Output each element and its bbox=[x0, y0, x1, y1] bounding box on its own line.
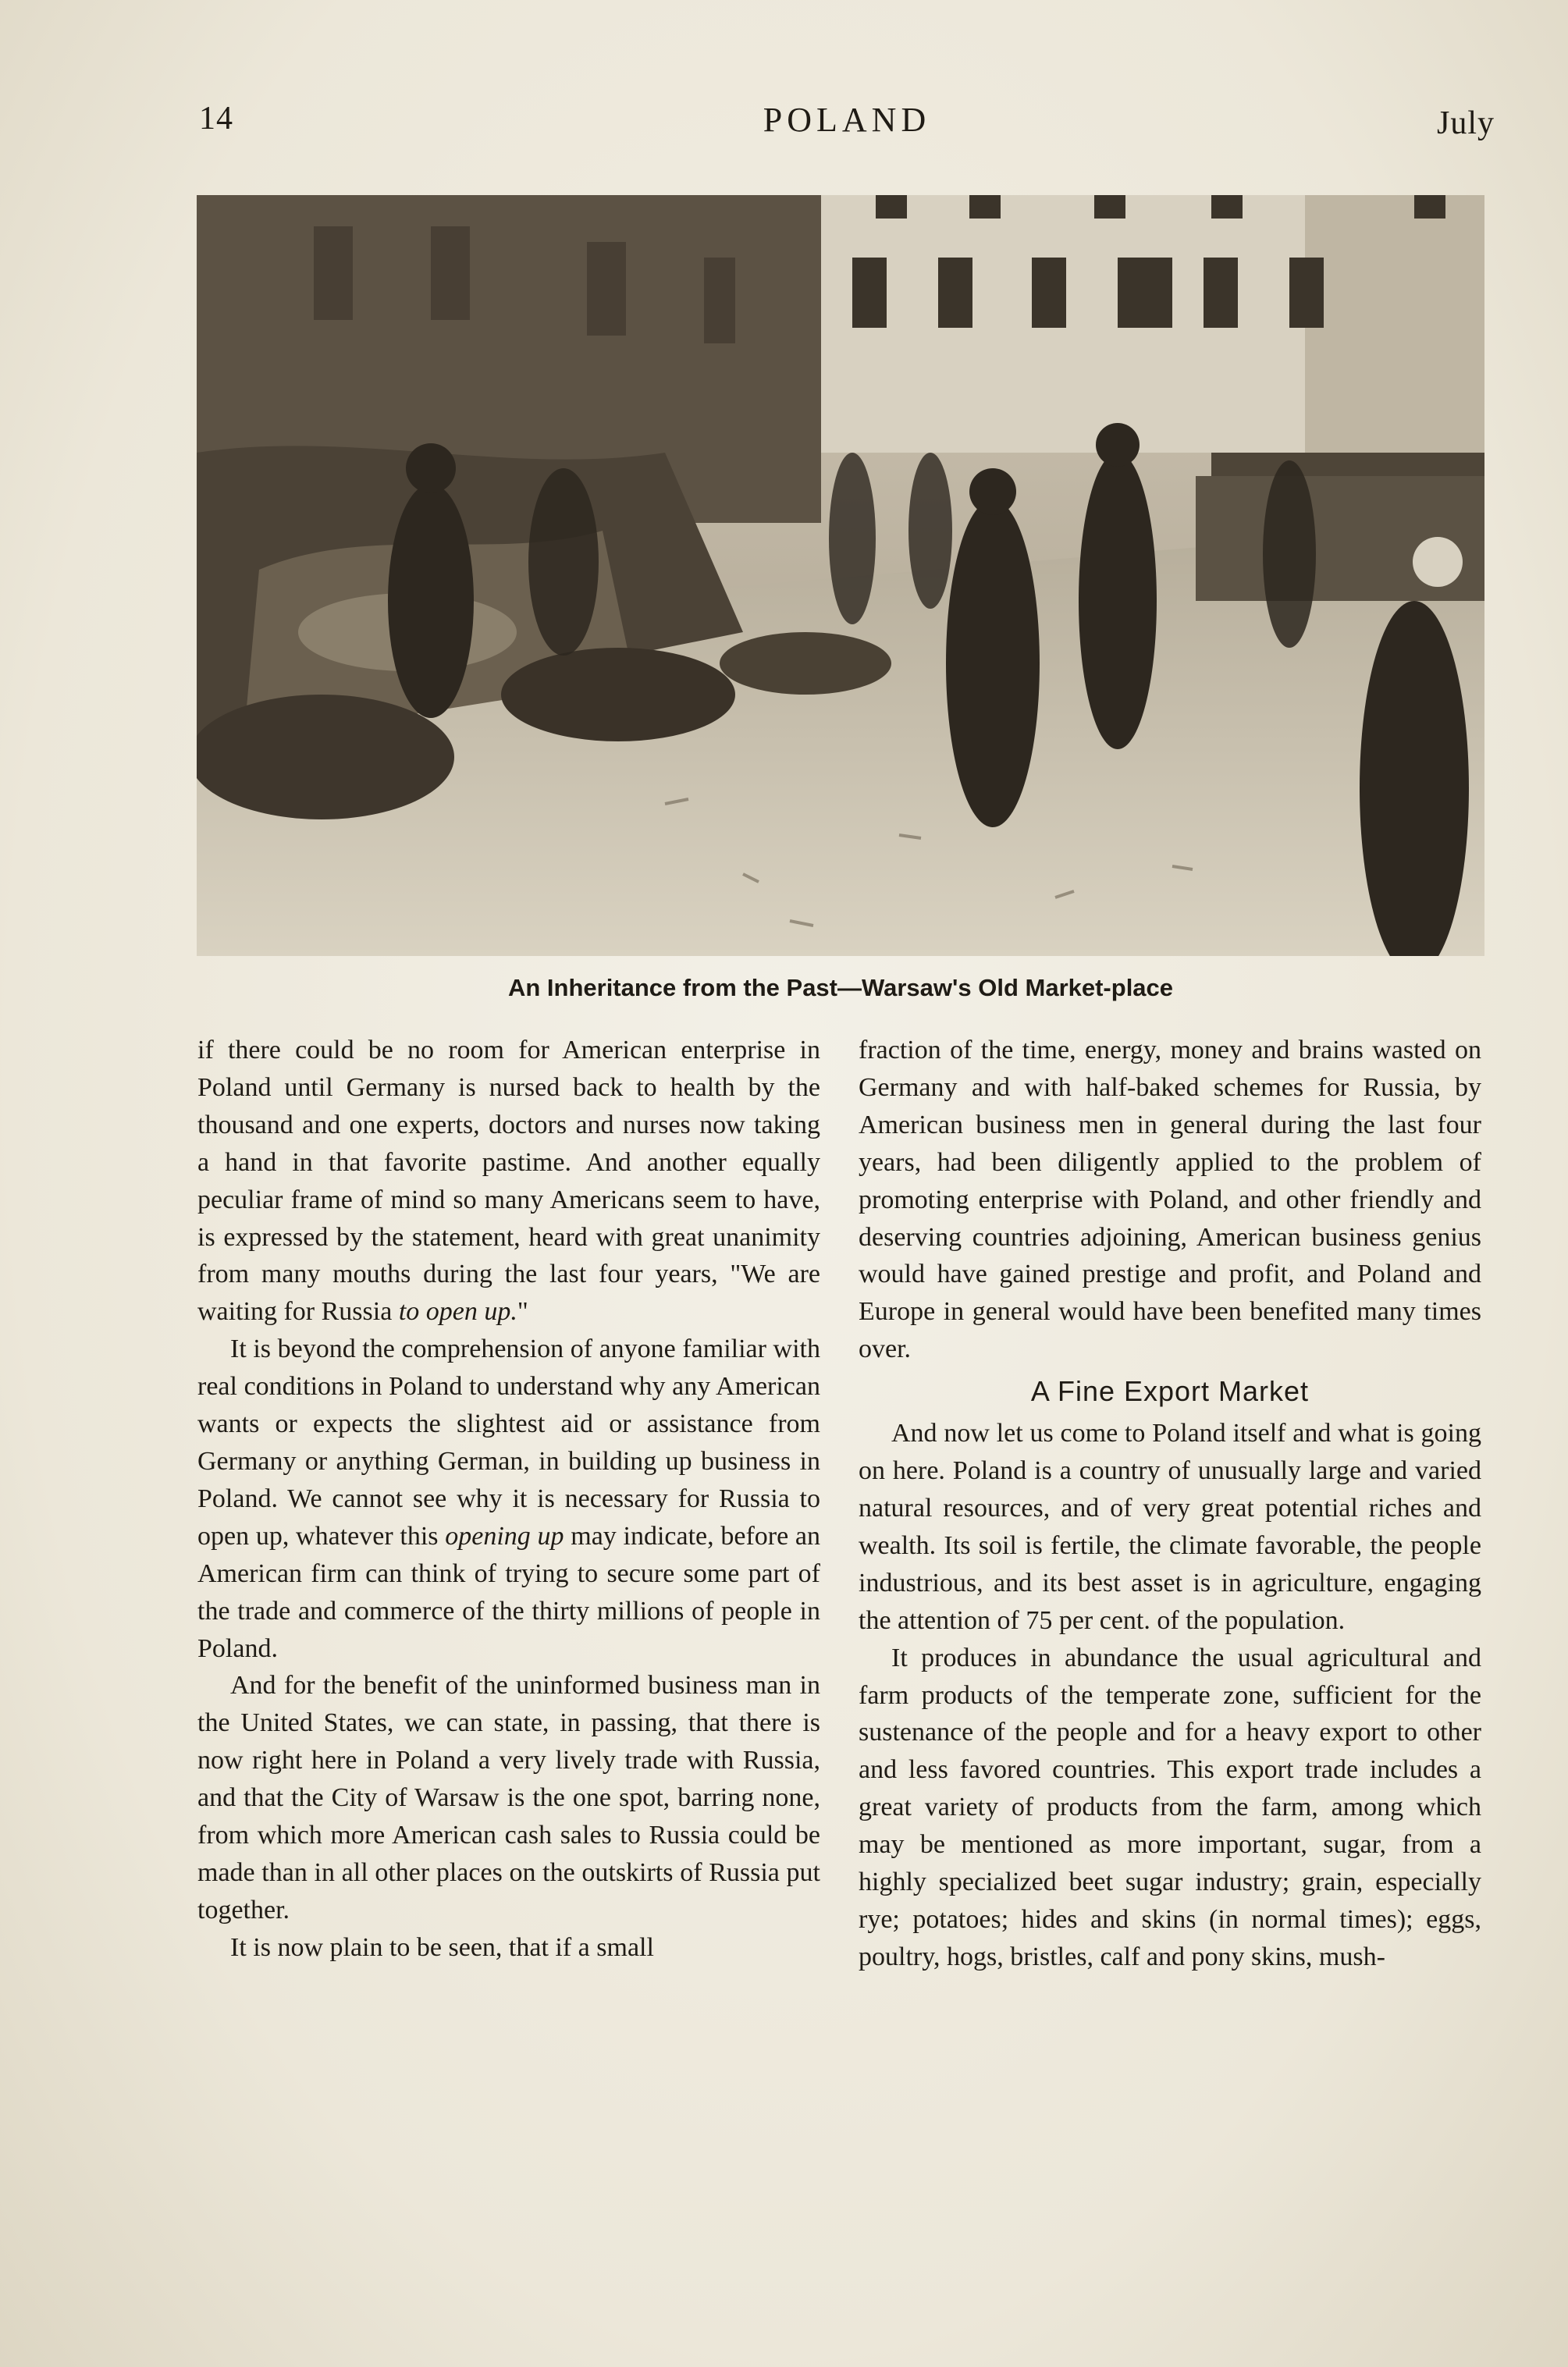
left-p1-emphasis: to open up. bbox=[398, 1297, 517, 1327]
right-paragraph-1: fraction of the time, energy, money and brains wasted on Germany and with half-baked schemes for Russia, by American business men in general during the last four years, had been diligently applied to the problem of promoting enterprise with Poland, and other friendly and deserving countries adjoining, American business genius would have gained prestige and profit, and Poland and Europe in general would have been benefited many times over. bbox=[859, 1036, 1481, 1364]
left-p1-text: if there could be no room for American enterprise in Poland until Germany is nursed back to health by the thousand and one experts, doctors and nurses now taking a hand in that favorite pastime. And another equally peculiar frame of mind so many Americans seem to have, is expressed by the statement, heard with great unanimity from many mouths during the last four years, "We are waiting for Russia bbox=[197, 1036, 820, 1327]
page-header bbox=[199, 92, 1495, 147]
left-p2-text: It is beyond the comprehension of anyone familiar with real conditions in Poland to understand why any American wants or expects the slightest aid or assistance from Germany or anything German, in building up business in Poland. We cannot see why it is necessary for Russia to open up, whatever this bbox=[197, 1335, 820, 1551]
left-paragraph-3: And for the benefit of the uninformed business man in the United States, we can state, in passing, that there is now right here in Poland a very lively trade with Russia, and that the City of Warsaw is the one spot, barring none, from which more American cash sales to Russia could be made than in all other places on the outskirts of Russia put together. bbox=[197, 1671, 820, 1925]
section-heading: A Fine Export Market bbox=[1030, 1375, 1310, 1408]
right-paragraph-3: It produces in abundance the usual agricultural and farm products of the temperate zone, sufficient for the sustenance of the people and for a heavy export to other and less favored countries. This export trade includes a great variety of products from the farm, among which may be mentioned as more important, sugar, from a highly specialized beet sugar industry; grain, especially rye; potatoes; hides and skins (in normal times); eggs, poultry, hogs, bristles, calf and pony skins, mush- bbox=[859, 1643, 1481, 1971]
right-paragraph-2: And now let us come to Poland itself and what is going on here. Poland is a country of unusually large and varied natural resources, and of very great potential riches and wealth. Its soil is fertile, the climate favorable, the people industrious, and its best asset is in agriculture, engaging the attention of 75 per cent. of the population. bbox=[859, 1419, 1481, 1635]
right-column bbox=[859, 1032, 1481, 1976]
market-place-photo bbox=[197, 195, 1484, 956]
left-paragraph-1 bbox=[197, 1032, 820, 1331]
left-p2-text-end: may indicate, before an American firm can think of trying to secure some part of the trade and commerce of the thirty millions of people in Poland. bbox=[197, 1521, 820, 1663]
photo-caption: An Inheritance from the Past—Warsaw's Old Market-place bbox=[507, 974, 1174, 1001]
left-paragraph-4: It is now plain to be seen, that if a small bbox=[230, 1932, 654, 1962]
left-paragraph-2 bbox=[197, 1331, 820, 1667]
page-number: 14 bbox=[199, 101, 233, 137]
publication-title: POLAND bbox=[763, 101, 931, 139]
left-p1-close-quote: " bbox=[517, 1297, 528, 1327]
issue-month: July bbox=[1436, 105, 1495, 141]
left-p2-emphasis: opening up bbox=[445, 1521, 564, 1551]
left-column bbox=[197, 1032, 820, 1967]
market-scene-illustration bbox=[197, 195, 1484, 956]
